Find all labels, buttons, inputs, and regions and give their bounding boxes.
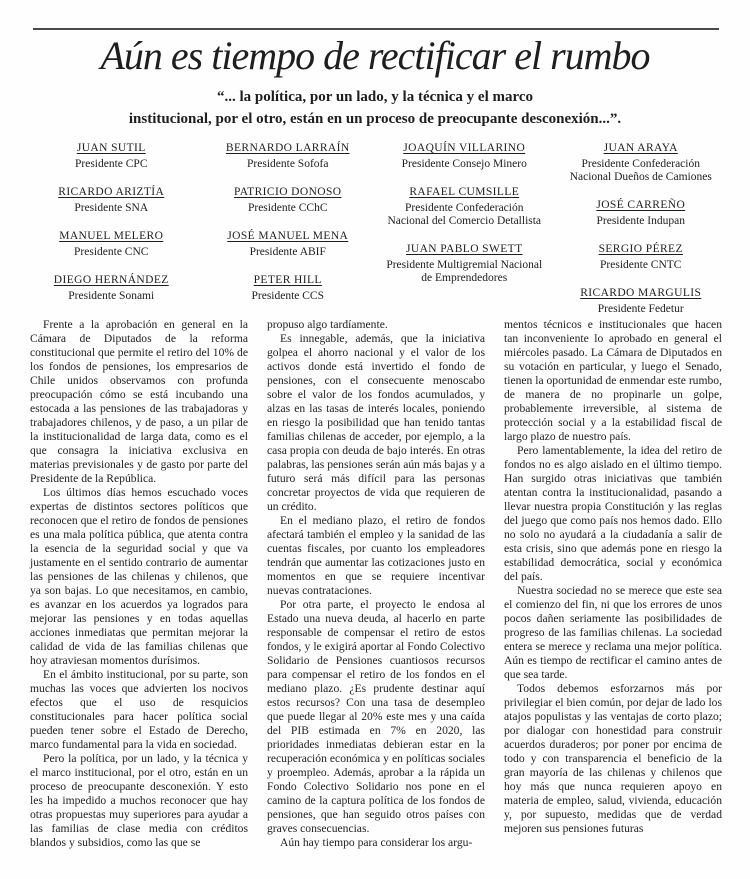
signatory <box>54 274 169 303</box>
signatory <box>75 142 148 171</box>
signatory-name: JUAN SUTIL <box>76 142 146 154</box>
signatory-name: JOSÉ MANUEL MENA <box>227 230 349 242</box>
body-column-1 <box>30 318 248 866</box>
top-rule <box>33 28 719 30</box>
signatories-section <box>30 142 722 316</box>
body-paragraph: Los últimos días hemos escuchado voces expertas de distintos sectores políticos que reconocen que el retiro de fondos de pensiones es una mala política pública, que atenta contra la esencia de la seguridad social y que va justamente en el sentido contrario de aumentar las pensiones de las chilenas y chilenos, que ya son bajas. Lo que necesitamos, en cambio, es avanzar en los acuerdos ya logrados para mejorar las pensiones y en todas aquellas acciones inmediatas que permitan mejorar la calidad de vida de las familias chilenas que hoy atraviesan momentos durísimos. <box>30 486 248 667</box>
signatory-title: Presidente Consejo Minero <box>401 158 527 170</box>
signatory-name: PATRICIO DONOSO <box>234 186 342 198</box>
signatory-title: Presidente Sonami <box>68 290 155 302</box>
article-body <box>30 318 722 866</box>
signatory-title: Presidente CCS <box>251 290 324 302</box>
signatory-name: RAFAEL CUMSILLE <box>409 186 520 198</box>
quote-line-1: “... la política, por un lado, y la técnica y el marco <box>216 89 534 105</box>
signatory-title: Presidente Confederación Nacional del Comercio Detallista <box>387 202 542 227</box>
body-paragraph: Es innegable, además, que la iniciativa golpea el ahorro nacional y el valor de los activos donde está invertido el fondo de pensiones, con el consecuente menoscabo sobre el valor de los fondos acumulados, y alzas en las tasas de interés locales, poniendo en riesgo la posibilidad que han tenido tantas familias chilenas de acceder, por ejemplo, a la casa propia con deuda de bajo interés. En otras palabras, las pensiones serán aún más bajas y a futuro será más difícil para las personas concretar proyectos de vida que requieren de un crédito. <box>267 332 485 513</box>
signatory-name: PETER HILL <box>253 274 322 286</box>
signatory-name: BERNARDO LARRAÍN <box>225 142 350 154</box>
body-paragraph: Pero la política, por un lado, y la técnica y el marco institucional, por el otro, están en un proceso de preocupante desconexión. Y esto les ha impedido a muchos reconocer que hay otras propuestas muy superiores para ayudar a las familias de clase media con créditos blandos y subsidios, como las que se <box>30 752 248 849</box>
signatory <box>226 142 350 171</box>
signatory-title: Presidente Indupan <box>596 215 685 227</box>
body-paragraph: Pero lamentablemente, la idea del retiro de fondos no es algo aislado en el último tiempo. Han surgido otras iniciativas que también atentan contra la institucionalidad, pasando a llevar nuestra propia Constitución y las reglas del juego que como país nos hemos dado. Ello no solo no ayudará a la ciudadanía a salir de esta crisis, sino que además pone en riesgo la estabilidad democrática, social y económica del país. <box>504 444 722 583</box>
signatory <box>599 243 683 272</box>
signatory-title: Presidente Multigremial Nacional de Emprendedores <box>386 259 543 284</box>
signatory-title: Presidente CChC <box>247 202 328 214</box>
signatory-title: Presidente ABIF <box>249 246 326 258</box>
signatory-name: JOSÉ CARREÑO <box>596 199 686 211</box>
body-paragraph: Por otra parte, el proyecto le endosa al Estado una nueva deuda, al hacerlo en parte responsable de compensar el retiro de estos fondos, y le exigirá aportar al Fondo Colectivo Solidario de Pensiones cuantiosos recursos para compensar el retiro de los fondos en el mediano plazo. ¿Es prudente destinar aquí estos recursos? Con una tasa de desempleo que puede llegar al 20% este mes y una caída del PIB estimada en 7% en 2020, las prioridades inmediatas debieran estar en la recuperación económica y en políticas sociales y proempleo. Además, aprobar a la rápida un Fondo Colectivo Solidario nos pone en el camino de la captura política de los fondos de pensiones, que han seguido otros países con graves consecuencias. <box>267 598 485 835</box>
signatories-column-2 <box>207 142 370 316</box>
signatory <box>227 230 348 259</box>
signatories-column-4 <box>560 142 723 316</box>
signatory-name: RICARDO MARGULIS <box>580 287 702 299</box>
signatory-title: Presidente CNC <box>74 246 149 258</box>
signatory-name: MANUEL MELERO <box>59 230 164 242</box>
quote-line-2: institucional, por el otro, están en un proceso de preocupante desconexión...”. <box>128 111 622 127</box>
body-paragraph: Nuestra sociedad no se merece que este sea el comienzo del fin, ni que los errores de unos pocos dañen seriamente las posibilidades de progreso de las familias chilenas. La sociedad entera se merece y reclama una mejor política. Aún es tiempo de rectificar el camino antes de que sea tarde. <box>504 584 722 681</box>
body-paragraph: En el mediano plazo, el retiro de fondos afectará también el empleo y la sanidad de las cuentas fiscales, por cuanto los empleadores tendrán que aumentar las cotizaciones justo en momentos en que se requiere incentivar nuevas contrataciones. <box>267 514 485 597</box>
signatory-name: RICARDO ARIZTÍA <box>58 186 165 198</box>
signatory <box>59 230 163 259</box>
signatory-title: Presidente CPC <box>74 158 148 170</box>
body-paragraph: Frente a la aprobación en general en la Cámara de Diputados de la reforma constitucional que permite el retiro del 10% de los fondos de pensiones, los empresarios de Chile unidos observamos con profunda preocupación cómo se está incubando una estocada a las pensiones de las trabajadoras y trabajadores chilenos, y de paso, a un pilar de la institucionalidad de larga data, como es el que consagra la iniciativa exclusiva en materias previsionales y de gasto por parte del Presidente de la República. <box>30 318 248 485</box>
signatory <box>58 186 164 215</box>
signatories-column-1 <box>30 142 193 316</box>
signatory-name: JUAN ARAYA <box>603 142 678 154</box>
body-paragraph: mentos técnicos e institucionales que hacen tan inconveniente lo aprobado en general el miércoles pasado. La Cámara de Diputados en su votación en particular, y luego el Senado, tienen la oportunidad de enmendar este rumbo, de manera de no propinarle un golpe, probablemente irreversible, al sistema de protección social y a la estabilidad fiscal de largo plazo de nuestro país. <box>504 318 722 443</box>
signatory-title: Presidente CNTC <box>600 259 682 271</box>
signatory <box>234 186 342 215</box>
signatory-name: JUAN PABLO SWETT <box>405 243 523 255</box>
body-paragraph: En el ámbito institucional, por su parte, son muchas las voces que advierten los nocivos efectos que el uso de resquicios constitucionales para hacer política social pueden tener sobre el Estado de Derecho, marco fundamental para la vida en sociedad. <box>30 668 248 751</box>
signatory <box>596 199 685 228</box>
signatory <box>251 274 324 303</box>
signatory <box>383 186 546 228</box>
signatory-title: Presidente SNA <box>74 202 149 214</box>
body-paragraph: Aún hay tiempo para considerar los argu- <box>280 836 473 849</box>
signatory-title: Presidente Fedetur <box>597 303 684 315</box>
signatory-title: Presidente Sofofa <box>247 158 329 170</box>
signatory <box>402 142 527 171</box>
signatory <box>560 142 723 184</box>
body-column-2 <box>267 318 485 866</box>
signatory-name: JOAQUÍN VILLARINO <box>403 142 526 154</box>
body-paragraph: Todos debemos esforzarnos más por privilegiar el bien común, por dejar de lado los atajos populistas y las ventajas de corto plazo; por dialogar con honestidad para construir acuerdos duraderos; por poner por encima de todo y con transparencia el beneficio de la gran mayoría de las chilenas y chilenos que hoy más que nunca requieren apoyo en materia de empleo, salud, vivienda, educación y, por supuesto, medidas que de verdad mejoren sus pensiones futuras <box>504 682 722 835</box>
body-column-3 <box>504 318 722 866</box>
signatory <box>580 287 701 316</box>
page-title: Aún es tiempo de rectificar el rumbo <box>100 33 650 78</box>
body-paragraph: propuso algo tardíamente. <box>267 318 388 331</box>
signatory-title: Presidente Confederación Nacional Dueños de Camiones <box>569 158 712 183</box>
signatories-column-3 <box>383 142 546 316</box>
signatory-name: SERGIO PÉREZ <box>598 243 683 255</box>
signatory <box>383 243 546 285</box>
subtitle-quote <box>60 86 690 130</box>
signatory-name: DIEGO HERNÁNDEZ <box>53 274 169 286</box>
